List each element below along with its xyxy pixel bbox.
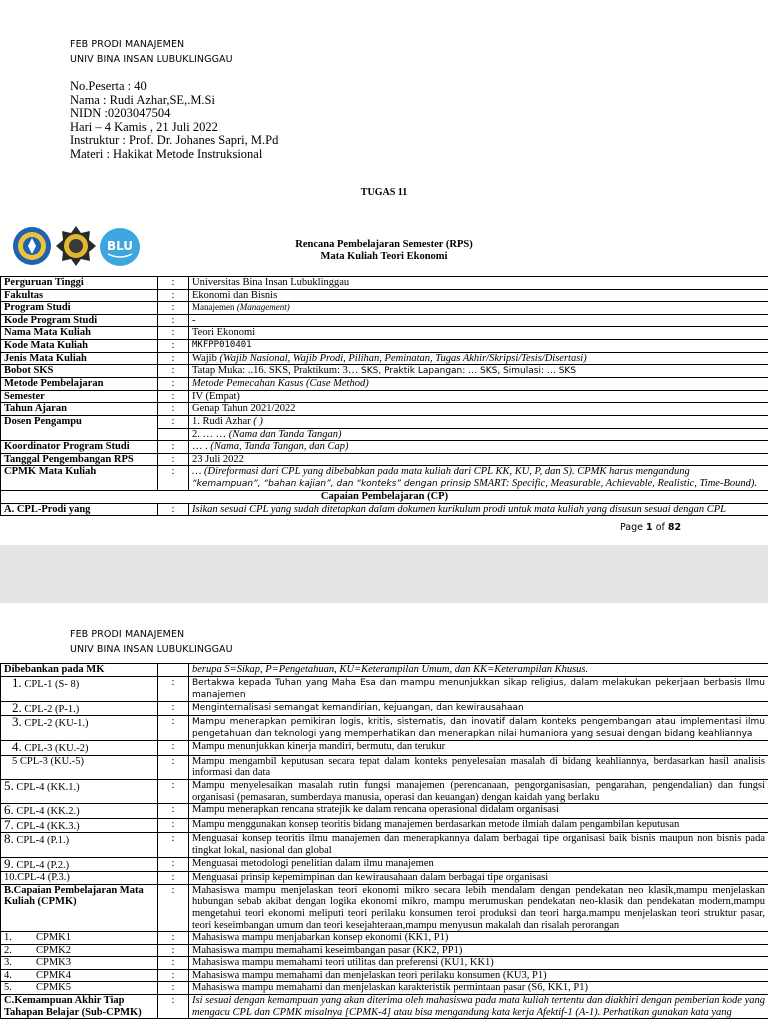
row-label: Tahun Ajaran bbox=[1, 403, 158, 416]
assignment-title: TUGAS 11 bbox=[360, 187, 408, 198]
section-c-label: C.Kemampuan Akhir Tiap Tahapan Belajar (Sub-CPMK) bbox=[1, 995, 158, 1019]
cpl-text: Mampu menerapkan rencana stratejik ke dalam rencana operasional didalam organisasi bbox=[189, 804, 768, 819]
table-row bbox=[1, 490, 768, 503]
cpl-text: Mampu menyelesaikan masalah rutin fungsi manajemen (perencanaan, pengorganisasian, pengarahan, pengendalian) dan fungsi organisasi (pemasaran, sumberdaya manusia, operasi dan keuangan) dengan kaidah yang berlaku bbox=[189, 779, 768, 803]
table-row bbox=[1, 664, 768, 677]
row-colon: : bbox=[158, 453, 189, 466]
row-colon: : bbox=[158, 676, 189, 701]
table-row bbox=[1, 339, 768, 352]
cpmk-code-cell bbox=[1, 944, 158, 957]
row-colon: : bbox=[158, 277, 189, 290]
cpmk-text: Mahasiswa mampu menjabarkan konsep ekonomi (KK1, P1) bbox=[189, 932, 768, 945]
header-line: FEB PRODI MANAJEMEN bbox=[70, 39, 185, 50]
row-value: Teori Ekonomi bbox=[189, 327, 768, 340]
row-value-cell bbox=[189, 441, 768, 454]
row-value: Genap Tahun 2021/2022 bbox=[189, 403, 768, 416]
table-row bbox=[1, 872, 768, 885]
cpl-code: CPL-4 (P.3.) bbox=[17, 872, 70, 884]
cpl-number: 8. bbox=[4, 832, 14, 847]
row-label: Program Studi bbox=[1, 302, 158, 315]
cpmk-code-cell bbox=[1, 982, 158, 995]
cpmk-text: Mahasiswa mampu memahami keseimbangan pasar (KK2, PP1) bbox=[189, 944, 768, 957]
cpmk-line: SMART: Specific, Measurable, Achievable, Realistic, Time-Bound). bbox=[473, 477, 757, 489]
participant-info bbox=[70, 80, 278, 162]
row-label: Semester bbox=[1, 390, 158, 403]
cpl-code-cell bbox=[1, 676, 158, 701]
table-row bbox=[1, 302, 768, 315]
row-value: Wajib bbox=[192, 352, 217, 364]
row-colon: : bbox=[158, 390, 189, 403]
cpmk-code-cell bbox=[1, 932, 158, 945]
table-row bbox=[1, 701, 768, 716]
row-label: Tanggal Pengembangan RPS bbox=[1, 453, 158, 466]
row-value: - bbox=[189, 314, 768, 327]
cpl-code-cell bbox=[1, 779, 158, 803]
info-line: No.Peserta : 40 bbox=[70, 79, 147, 93]
row-colon: : bbox=[158, 466, 189, 491]
cpl-text: Mampu menerapkan pemikiran logis, kritis, sistematis, dan inovatif dalam konteks pengembangan atau implementasi ilmu pengetahuan dan teknologi yang memperhatikan dan menerapkan nilai humaniora yang sesuai dengan bidang keahliannya bbox=[189, 716, 768, 741]
row-colon: : bbox=[158, 944, 189, 957]
row-colon: : bbox=[158, 403, 189, 416]
cpl-number: 9. bbox=[4, 857, 14, 871]
cpmk-code: CPMK5 bbox=[36, 982, 72, 994]
cpl-text: Mampu mengambil keputusan secara tepat dalam konteks penyelesaian masalah di bidang keahliannya, berdasarkan hasil analisis informasi dan data bbox=[189, 755, 768, 779]
row-colon: : bbox=[158, 314, 189, 327]
cpmk-summary: Mahasiswa mampu menjelaskan teori ekonomi mikro secara lebih mendalam dengan pendekatan neo klasik,mampu menjelaskan hubungan sebab akibat dengan logika ekonomi mikro, mampu merumuskan pendekatan neo-klasik dan pendekatan modern,mampu mengetahui teori ekonomi meliputi teori perilaku konsumen teroi produksi dan teori harga.mampu menjelaskan teori struktur pasar, teori keseimbangan umum dan teori kesejahteraan,mampu menyusun makalah dan risalah perorangan bbox=[189, 884, 768, 931]
row-value-cell bbox=[189, 428, 768, 441]
page-label: Page bbox=[620, 522, 643, 533]
section-b-label: B.Capaian Pembelajaran Mata Kuliah (CPMK) bbox=[1, 884, 158, 931]
cpmk-number: 4. bbox=[4, 969, 12, 981]
row-colon: : bbox=[158, 872, 189, 885]
row-value-note: (Nama dan Tanda Tangan) bbox=[228, 428, 342, 440]
cpl-code: CPL-1 (S- 8) bbox=[24, 678, 80, 690]
row-colon: : bbox=[158, 716, 189, 741]
row-label: Dibebankan pada MK bbox=[1, 664, 158, 677]
row-value-cell bbox=[189, 352, 768, 365]
row-colon: : bbox=[158, 957, 189, 970]
table-row bbox=[1, 415, 768, 428]
rps-title-block bbox=[0, 239, 768, 263]
cpmk-line-2 bbox=[192, 478, 765, 490]
row-colon: : bbox=[158, 857, 189, 872]
section-header: Capaian Pembelajaran (CP) bbox=[1, 490, 768, 503]
header-line: UNIV BINA INSAN LUBUKLINGGAU bbox=[70, 54, 233, 65]
row-colon: : bbox=[158, 289, 189, 302]
row-value: Universitas Bina Insan Lubuklinggau bbox=[189, 277, 768, 290]
cpmk-number: 1. bbox=[4, 932, 12, 944]
cpmk-number: 3. bbox=[4, 957, 12, 969]
table-row bbox=[1, 982, 768, 995]
row-colon: : bbox=[158, 995, 189, 1019]
table-row bbox=[1, 289, 768, 302]
cpl-code: CPL-4 (KK.2.) bbox=[16, 806, 80, 818]
row-colon: : bbox=[158, 441, 189, 454]
header-line: FEB PRODI MANAJEMEN bbox=[70, 629, 185, 640]
cpl-code-cell bbox=[1, 701, 158, 716]
cpmk-line: … (Direformasi dari CPL yang dibebabkan pada mata kuliah dari CPL KK, KU, P, dan S). CPMK harus mengandung bbox=[192, 466, 690, 478]
cpmk-text: Mahasiswa mampu memahami teori utilitas dan preferensi (KU1, KK1) bbox=[189, 957, 768, 970]
table-row bbox=[1, 741, 768, 756]
table-row bbox=[1, 676, 768, 701]
cpl-code: CPL-2 (P-1.) bbox=[24, 703, 80, 715]
cpl-code: CPL-4 (P.2.) bbox=[16, 859, 70, 871]
row-colon: : bbox=[158, 833, 189, 857]
table-row bbox=[1, 779, 768, 803]
row-label: Dosen Pengampu bbox=[1, 415, 158, 440]
row-colon: : bbox=[158, 365, 189, 378]
table-row bbox=[1, 441, 768, 454]
cpl-code: CPL-3 (KU.-2) bbox=[24, 743, 89, 755]
cpmk-text: Mahasiswa mampu memahami dan menjelaskan teori perilaku konsumen (KU3, P1) bbox=[189, 969, 768, 982]
cpl-code: CPL-2 (KU-1.) bbox=[24, 718, 89, 730]
cpmk-code-cell bbox=[1, 957, 158, 970]
row-value: Ekonomi dan Bisnis bbox=[189, 289, 768, 302]
row-value: … . bbox=[192, 441, 208, 453]
table-row bbox=[1, 833, 768, 857]
rps-info-table bbox=[0, 276, 768, 516]
row-colon: : bbox=[158, 982, 189, 995]
row-colon: : bbox=[158, 932, 189, 945]
cpl-code-cell bbox=[1, 872, 158, 885]
row-value-note: (Management) bbox=[236, 302, 290, 313]
cpl-text: Menguasai metodologi penelitian dalam ilmu manajemen bbox=[189, 857, 768, 872]
rps-title: Rencana Pembelajaran Semester (RPS) bbox=[295, 239, 473, 250]
table-row bbox=[1, 453, 768, 466]
table-row bbox=[1, 944, 768, 957]
row-colon: : bbox=[158, 804, 189, 819]
table-row bbox=[1, 857, 768, 872]
row-label: Kode Program Studi bbox=[1, 314, 158, 327]
cpl-table bbox=[0, 663, 768, 1019]
cpl-number: 4. bbox=[12, 740, 22, 755]
cpl-text: Menguasai prinsip kepemimpinan dan kewirausahaan dalam berbagai tipe organisasi bbox=[189, 872, 768, 885]
row-label: Fakultas bbox=[1, 289, 158, 302]
cpmk-code-cell bbox=[1, 969, 158, 982]
row-value-extra: SKS, Praktik Lapangan: … SKS, Simulasi: … SKS bbox=[361, 366, 577, 377]
row-value-note: (Wajib Nasional, Wajib Prodi, Pilihan, Peminatan, Tugas Akhir/Skripsi/Tesis/Disertasi) bbox=[219, 352, 587, 364]
row-colon: : bbox=[158, 701, 189, 716]
table-row bbox=[1, 818, 768, 833]
row-colon: : bbox=[158, 415, 189, 428]
page-current: 1 bbox=[646, 522, 653, 533]
cpmk-code: CPMK2 bbox=[36, 944, 72, 956]
blu-logo-text: BLU bbox=[106, 239, 134, 253]
table-row bbox=[1, 378, 768, 391]
cpmk-text: Mahasiswa mampu memahami dan menjelaskan karakteristik permintaan pasar (S6, KK1, P1) bbox=[189, 982, 768, 995]
table-row bbox=[1, 932, 768, 945]
cpl-number: 6. bbox=[4, 803, 14, 818]
cpl-code-cell bbox=[1, 833, 158, 857]
cpl-code: CPL-3 (KU.-5) bbox=[19, 755, 85, 767]
page-gap bbox=[0, 545, 768, 603]
table-row bbox=[1, 957, 768, 970]
row-colon: : bbox=[158, 779, 189, 803]
row-value: 1. Rudi Azhar bbox=[192, 415, 251, 427]
page-total: 82 bbox=[667, 522, 682, 533]
row-label: Kode Mata Kuliah bbox=[1, 339, 158, 352]
info-line: Hari – 4 Kamis , 21 Juli 2022 bbox=[70, 119, 218, 134]
info-line: Instruktur : Prof. Dr. Johanes Sapri, M.Pd bbox=[70, 133, 279, 148]
page-number bbox=[620, 522, 681, 533]
row-label: Perguruan Tinggi bbox=[1, 277, 158, 290]
table-row bbox=[1, 503, 768, 516]
table-row bbox=[1, 352, 768, 365]
cpl-code: CPL-4 (P.1.) bbox=[16, 835, 70, 847]
cpl-number: 3. bbox=[12, 715, 22, 730]
table-row bbox=[1, 466, 768, 491]
cpl-code: CPL-4 (KK.1.) bbox=[16, 781, 80, 793]
row-colon-empty bbox=[158, 428, 189, 441]
row-label: Koordinator Program Studi bbox=[1, 441, 158, 454]
table-row bbox=[1, 403, 768, 416]
cpmk-code: CPMK1 bbox=[36, 932, 72, 944]
cpl-number: 1. bbox=[12, 676, 22, 690]
row-label: CPMK Mata Kuliah bbox=[1, 466, 158, 491]
table-row bbox=[1, 884, 768, 931]
table-row bbox=[1, 327, 768, 340]
row-value: 23 Juli 2022 bbox=[189, 453, 768, 466]
cpl-number: 5. bbox=[4, 779, 14, 793]
row-colon: : bbox=[158, 884, 189, 931]
cpl-code-cell bbox=[1, 755, 158, 779]
row-colon: : bbox=[158, 378, 189, 391]
row-value: berupa S=Sikap, P=Pengetahuan, KU=Keterampilan Umum, dan KK=Keterampilan Khusus. bbox=[189, 664, 768, 677]
row-value-note: ( ) bbox=[253, 415, 263, 427]
cpl-code-cell bbox=[1, 741, 158, 756]
row-colon: : bbox=[158, 352, 189, 365]
info-line: Materi : Hakikat Metode Instruksional bbox=[70, 146, 263, 161]
row-colon: : bbox=[158, 818, 189, 833]
table-row bbox=[1, 804, 768, 819]
cpl-code-cell bbox=[1, 857, 158, 872]
row-value: Isikan sesuai CPL yang sudah ditetapkan dalam dokumen kurikulum prodi untuk mata kuliah yang disusun sesuai dengan CPL bbox=[189, 503, 768, 516]
row-colon: : bbox=[158, 339, 189, 352]
page-of: of bbox=[655, 522, 665, 533]
table-row bbox=[1, 716, 768, 741]
row-value-cell bbox=[189, 365, 768, 378]
row-colon: : bbox=[158, 755, 189, 779]
cpl-code-cell bbox=[1, 818, 158, 833]
cpl-text: Mampu menunjukkan kinerja mandiri, bermutu, dan terukur bbox=[189, 741, 768, 756]
cpmk-description bbox=[189, 466, 768, 491]
row-value-cell bbox=[189, 302, 768, 315]
row-label: Metode Pembelajaran bbox=[1, 378, 158, 391]
info-line: NIDN :0203047504 bbox=[70, 106, 171, 121]
cpl-code: CPL-4 (KK.3.) bbox=[16, 820, 80, 832]
row-value-note: (Nama, Tanda Tangan, dan Cap) bbox=[210, 441, 349, 453]
row-value: Tatap Muka: ..16. SKS, Praktikum: 3… bbox=[192, 365, 359, 377]
row-colon-empty bbox=[158, 664, 189, 677]
row-value: Metode Pemecahan Kasus (Case Method) bbox=[189, 378, 768, 391]
row-label: Bobot SKS bbox=[1, 365, 158, 378]
cpl-code-cell bbox=[1, 804, 158, 819]
header-line: UNIV BINA INSAN LUBUKLINGGAU bbox=[70, 644, 233, 655]
row-label: Jenis Mata Kuliah bbox=[1, 352, 158, 365]
running-header bbox=[70, 627, 233, 657]
row-colon: : bbox=[158, 327, 189, 340]
running-header bbox=[70, 37, 233, 67]
rps-subtitle: Mata Kuliah Teori Ekonomi bbox=[320, 251, 448, 262]
cpmk-line-emph: “kemampuan”, “bahan kajian”, dan “konteks” dengan prinsip bbox=[192, 478, 472, 489]
cpmk-code: CPMK4 bbox=[36, 969, 72, 981]
row-value-cell bbox=[189, 415, 768, 428]
table-row bbox=[1, 314, 768, 327]
cpmk-code: CPMK3 bbox=[36, 957, 72, 969]
row-colon: : bbox=[158, 302, 189, 315]
cpl-number: 5 bbox=[12, 755, 18, 767]
row-value: Manajemen bbox=[192, 302, 235, 313]
cpl-text: Menguasai konsep teoritis ilmu manajemen dan menerapkannya dalam berbagai tipe organisasi baik bisnis maupun non bisnis pada tingkat lokal, nasional dan global bbox=[189, 833, 768, 857]
table-row bbox=[1, 390, 768, 403]
table-row bbox=[1, 995, 768, 1019]
table-row bbox=[1, 755, 768, 779]
table-row bbox=[1, 365, 768, 378]
cpl-text: Menginternalisasi semangat kemandirian, kejuangan, dan kewirausahaan bbox=[189, 701, 768, 716]
cpl-number: 2. bbox=[12, 701, 22, 715]
table-row bbox=[1, 969, 768, 982]
row-colon: : bbox=[158, 503, 189, 516]
row-colon: : bbox=[158, 969, 189, 982]
row-value: MKFPP010401 bbox=[189, 339, 768, 352]
cpl-text: Mampu menggunakan konsep teoritis bidang manajemen berdasarkan metode ilmiah dalam pengambilan keputusan bbox=[189, 818, 768, 833]
row-value: 2. … … bbox=[192, 428, 227, 440]
row-value: IV (Empat) bbox=[189, 390, 768, 403]
cpmk-number: 2. bbox=[4, 944, 12, 956]
cpl-code-cell bbox=[1, 716, 158, 741]
cpl-number: 10. bbox=[4, 872, 18, 884]
row-label: Nama Mata Kuliah bbox=[1, 327, 158, 340]
row-label: A. CPL-Prodi yang bbox=[1, 503, 158, 516]
row-colon: : bbox=[158, 741, 189, 756]
cpl-number: 7. bbox=[4, 818, 14, 832]
sub-cpmk-text: Isi sesuai dengan kemampuan yang akan diterima oleh mahasiswa pada mata kuliah tertentu dan diakhiri dengan pemberian kode yang mengacu CPL dan CPMK misalnya [CPMK-4] atau bisa mengandung kata kerja Afektif-1 (A-1). Perhatikan gunakan kata yang bbox=[189, 995, 768, 1019]
info-line: Nama : Rudi Azhar,SE,.M.Si bbox=[70, 92, 215, 107]
cpmk-number: 5. bbox=[4, 982, 12, 994]
cpl-text: Bertakwa kepada Tuhan yang Maha Esa dan mampu menunjukkan sikap religius, dalam melakukan pekerjaan berbasis Ilmu manajemen bbox=[189, 676, 768, 701]
table-row bbox=[1, 277, 768, 290]
